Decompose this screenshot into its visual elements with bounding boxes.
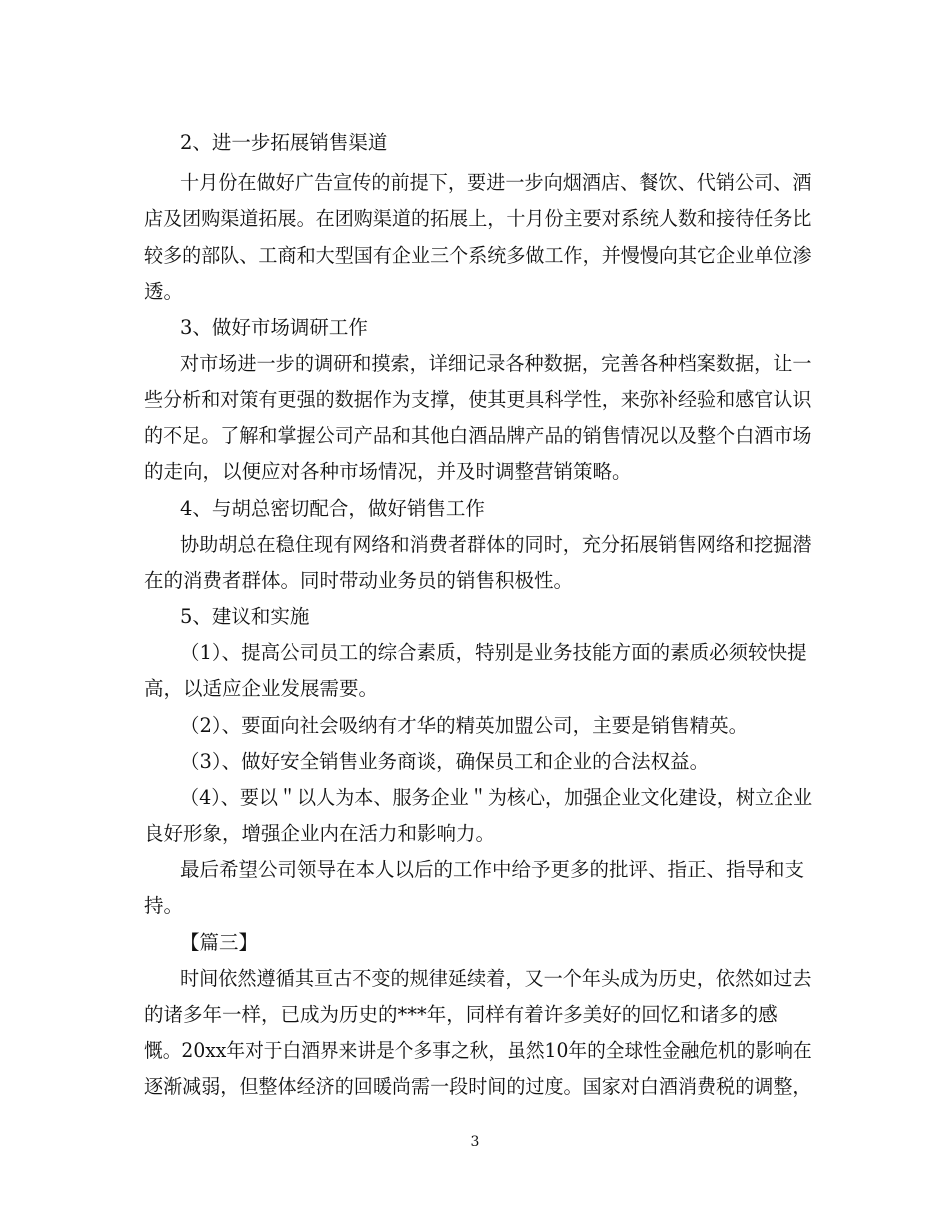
- list-item: （3）、做好安全销售业务商谈，确保员工和企业的合法权益。: [180, 750, 710, 773]
- paragraph-line: 慨。20xx年对于白酒界来讲是个多事之秋，虽然10年的全球性金融危机的影响在: [144, 1039, 812, 1062]
- paragraph-line: 逐渐减弱，但整体经济的回暖尚需一段时间的过度。国家对白酒消费税的调整，: [144, 1075, 812, 1098]
- heading-expand-channels: 2、进一步拓展销售渠道: [180, 131, 388, 154]
- list-item: 高，以适应企业发展需要。: [144, 677, 379, 700]
- paragraph-line: 对市场进一步的调研和摸索，详细记录各种数据，完善各种档案数据，让一: [180, 352, 812, 375]
- list-item: （2）、要面向社会吸纳有才华的精英加盟公司，主要是销售精英。: [180, 714, 749, 737]
- paragraph-line: 些分析和对策有更强的数据作为支撑，使其更具科学性，来弥补经验和感官认识: [144, 388, 812, 411]
- paragraph-line: 在的消费者群体。同时带动业务员的销售积极性。: [144, 569, 574, 592]
- paragraph-line: 的诸多年一样，已成为历史的***年，同样有着许多美好的回忆和诸多的感: [144, 1003, 778, 1026]
- section-heading: 【篇三】: [180, 931, 259, 954]
- paragraph-line: 透。: [144, 280, 184, 303]
- heading-suggestions: 5、建议和实施: [180, 605, 310, 628]
- paragraph-line: 的走向，以便应对各种市场情况，并及时调整营销策略。: [144, 460, 632, 483]
- paragraph-line: 的不足。了解和掌握公司产品和其他白酒品牌产品的销售情况以及整个白酒市场: [144, 424, 812, 447]
- paragraph-line: 时间依然遵循其亘古不变的规律延续着，又一个年头成为历史，依然如过去: [180, 967, 812, 990]
- list-item: （4）、要以＂以人为本、服务企业＂为核心，加强企业文化建设，树立企业: [180, 786, 813, 809]
- paragraph-line: 店及团购渠道拓展。在团购渠道的拓展上，十月份主要对系统人数和接待任务比: [144, 207, 812, 230]
- paragraph-line: 持。: [144, 894, 184, 917]
- page-number: 3: [470, 1134, 480, 1150]
- list-item: 良好形象，增强企业内在活力和影响力。: [144, 822, 496, 845]
- paragraph-line: 十月份在做好广告宣传的前提下，要进一步向烟酒店、餐饮、代销公司、酒: [180, 171, 812, 194]
- paragraph-line: 较多的部队、工商和大型国有企业三个系统多做工作，并慢慢向其它企业单位渗: [144, 244, 812, 267]
- heading-market-research: 3、做好市场调研工作: [180, 316, 368, 339]
- list-item: （1）、提高公司员工的综合素质，特别是业务技能方面的素质必须较快提: [180, 641, 807, 664]
- paragraph-line: 最后希望公司领导在本人以后的工作中给予更多的批评、指正、指导和支: [180, 858, 805, 881]
- heading-cooperate-sales: 4、与胡总密切配合，做好销售工作: [180, 497, 485, 520]
- paragraph-line: 协助胡总在稳住现有网络和消费者群体的同时，充分拓展销售网络和挖掘潜: [180, 533, 812, 556]
